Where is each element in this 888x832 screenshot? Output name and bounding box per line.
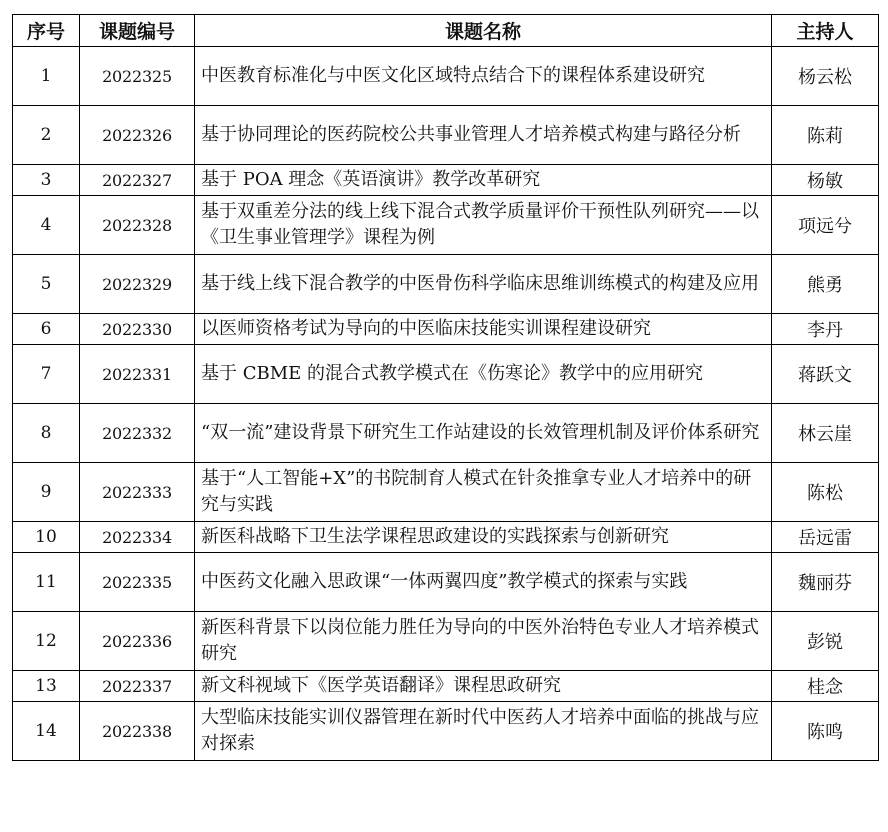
row-code: 2022336 [80,612,195,671]
row-no: 9 [13,463,80,522]
row-title: 基于 CBME 的混合式教学模式在《伤寒论》教学中的应用研究 [195,345,772,404]
row-no: 4 [13,196,80,255]
header-title: 课题名称 [195,15,772,47]
table-row [13,255,879,314]
row-title: 以医师资格考试为导向的中医临床技能实训课程建设研究 [195,314,772,345]
row-no: 5 [13,255,80,314]
row-host: 李丹 [772,314,879,345]
row-host: 魏丽芬 [772,553,879,612]
row-code: 2022330 [80,314,195,345]
row-code: 2022337 [80,671,195,702]
row-host: 项远兮 [772,196,879,255]
row-host: 陈松 [772,463,879,522]
row-no: 7 [13,345,80,404]
table-row [13,463,879,522]
row-code: 2022332 [80,404,195,463]
row-no: 11 [13,553,80,612]
row-no: 2 [13,106,80,165]
row-title: 大型临床技能实训仪器管理在新时代中医药人才培养中面临的挑战与应对探索 [195,702,772,761]
row-title: 基于协同理论的医药院校公共事业管理人才培养模式构建与路径分析 [195,106,772,165]
table-row [13,314,879,345]
row-no: 1 [13,47,80,106]
row-title: 基于 POA 理念《英语演讲》教学改革研究 [195,165,772,196]
header-no: 序号 [13,15,80,47]
table-row [13,196,879,255]
row-no: 14 [13,702,80,761]
header-code: 课题编号 [80,15,195,47]
row-title: 中医药文化融入思政课“一体两翼四度”教学模式的探索与实践 [195,553,772,612]
row-host: 林云崖 [772,404,879,463]
row-host: 熊勇 [772,255,879,314]
row-host: 杨云松 [772,47,879,106]
row-no: 10 [13,522,80,553]
row-title: “双一流”建设背景下研究生工作站建设的长效管理机制及评价体系研究 [195,404,772,463]
table-row [13,612,879,671]
table-row [13,345,879,404]
row-host: 陈莉 [772,106,879,165]
row-host: 蒋跃文 [772,345,879,404]
row-title: 新医科背景下以岗位能力胜任为导向的中医外治特色专业人才培养模式研究 [195,612,772,671]
header-host: 主持人 [772,15,879,47]
row-code: 2022331 [80,345,195,404]
table-row [13,106,879,165]
table-row [13,165,879,196]
project-table [12,14,879,761]
row-title: 新文科视域下《医学英语翻译》课程思政研究 [195,671,772,702]
row-code: 2022334 [80,522,195,553]
row-host: 陈鸣 [772,702,879,761]
table-row [13,522,879,553]
row-no: 13 [13,671,80,702]
row-code: 2022325 [80,47,195,106]
table-row [13,47,879,106]
row-host: 杨敏 [772,165,879,196]
row-code: 2022333 [80,463,195,522]
table-row [13,702,879,761]
row-no: 6 [13,314,80,345]
table-row [13,553,879,612]
row-title: 基于双重差分法的线上线下混合式教学质量评价干预性队列研究——以《卫生事业管理学》课程为例 [195,196,772,255]
row-title: 新医科战略下卫生法学课程思政建设的实践探索与创新研究 [195,522,772,553]
row-code: 2022329 [80,255,195,314]
row-no: 8 [13,404,80,463]
row-code: 2022328 [80,196,195,255]
row-title: 中医教育标准化与中医文化区域特点结合下的课程体系建设研究 [195,47,772,106]
row-host: 彭锐 [772,612,879,671]
row-host: 桂念 [772,671,879,702]
row-no: 3 [13,165,80,196]
row-code: 2022338 [80,702,195,761]
row-no: 12 [13,612,80,671]
table-row [13,671,879,702]
row-host: 岳远雷 [772,522,879,553]
row-title: 基于线上线下混合教学的中医骨伤科学临床思维训练模式的构建及应用 [195,255,772,314]
row-title: 基于“人工智能+X”的书院制育人模式在针灸推拿专业人才培养中的研究与实践 [195,463,772,522]
row-code: 2022327 [80,165,195,196]
table-row [13,404,879,463]
table-header-row [13,15,879,47]
row-code: 2022326 [80,106,195,165]
row-code: 2022335 [80,553,195,612]
